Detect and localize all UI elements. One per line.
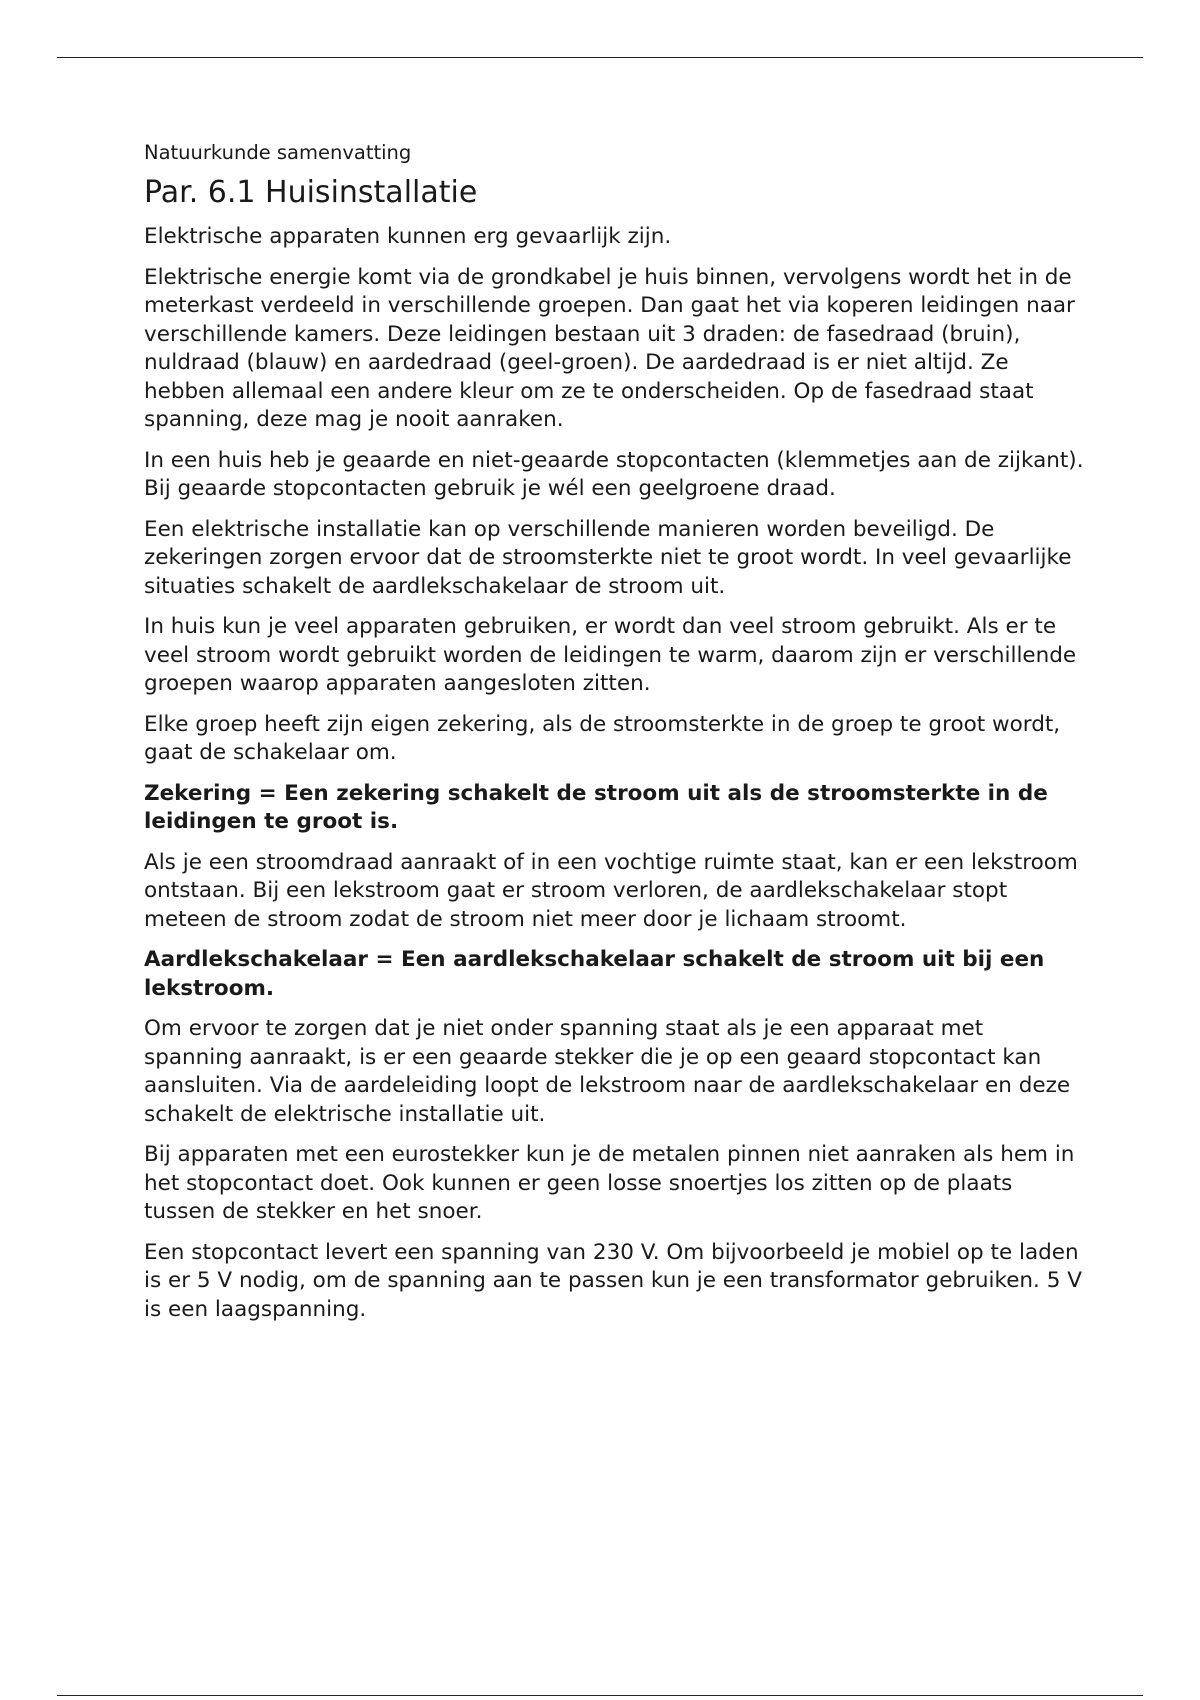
definition-zekering: Zekering = Een zekering schakelt de stroom uit als de stroomsterkte in de leidingen te groot is. [144,780,1048,835]
paragraph-intro: Elektrische apparaten kunnen erg gevaarlijk zijn. [144,224,672,250]
paragraph-protection: Een elektrische installatie kan op verschillende manieren worden beveiligd. De zekeringen zorgen ervoor dat de stroomsterkte niet te groot wordt. In veel gevaarlijke situaties schakelt de aardlekschakelaar de stroom uit. [144,516,1072,599]
paragraph-sockets: In een huis heb je geaarde en niet-geaarde stopcontacten (klemmetjes aan de zijkant). Bij geaarde stopcontacten gebruik je wél een geelgroene draad. [144,447,1084,502]
section-title: Par. 6.1 Huisinstallatie [144,175,478,211]
document-body [144,140,1084,1336]
paragraph-groups: In huis kun je veel apparaten gebruiken, er wordt dan veel stroom gebruikt. Als er te veel stroom wordt gebruikt worden de leidingen te warm, daarom zijn er verschillende groepen waarop apparaten aangesloten zitten. [144,614,1077,697]
paragraph-transformer: Een stopcontact levert een spanning van 230 V. Om bijvoorbeeld je mobiel op te laden is er 5 V nodig, om de spanning aan te passen kun je een transformator gebruiken. 5 V is een laagspanning. [144,1239,1082,1322]
top-divider [57,57,1143,58]
bottom-divider [57,1695,1143,1696]
paragraph-leakage-current: Als je een stroomdraad aanraakt of in een vochtige ruimte staat, kan er een lekstroom ontstaan. Bij een lekstroom gaat er stroom verloren, de aardlekschakelaar stopt meteen de stroom zodat de stroom niet meer door je lichaam stroomt. [144,849,1078,932]
paragraph-earthed-plug: Om ervoor te zorgen dat je niet onder spanning staat als je een apparaat met spanning aanraakt, is er een geaarde stekker die je op een geaard stopcontact kan aansluiten. Via de aardeleiding loopt de lekstroom naar de aardlekschakelaar en deze schakelt de elektrische installatie uit. [144,1016,1071,1127]
document-label: Natuurkunde samenvatting [144,141,412,164]
definition-aardlekschakelaar: Aardlekschakelaar = Een aardlekschakelaar schakelt de stroom uit bij een lekstroom. [144,947,1045,1001]
paragraph-group-fuse: Elke groep heeft zijn eigen zekering, als de stroomsterkte in de groep te groot wordt, gaat de schakelaar om. [144,711,1061,766]
paragraph-energy-distribution: Elektrische energie komt via de grondkabel je huis binnen, vervolgens wordt het in de meterkast verdeeld in verschillende groepen. Dan gaat het via koperen leidingen naar verschillende kamers. Deze leidingen bestaan uit 3 draden: de fasedraad (bruin), nuldraad (blauw) en aardedraad (geel-groen). De aardedraad is er niet altijd. Ze hebben allemaal een andere kleur om ze te onderscheiden. Op de fasedraad staat spanning, deze mag je nooit aanraken. [144,264,1075,433]
paragraph-eurostekker: Bij apparaten met een eurostekker kun je de metalen pinnen niet aanraken als hem in het stopcontact doet. Ook kunnen er geen losse snoertjes los zitten op de plaats tussen de stekker en het snoer. [144,1142,1075,1225]
